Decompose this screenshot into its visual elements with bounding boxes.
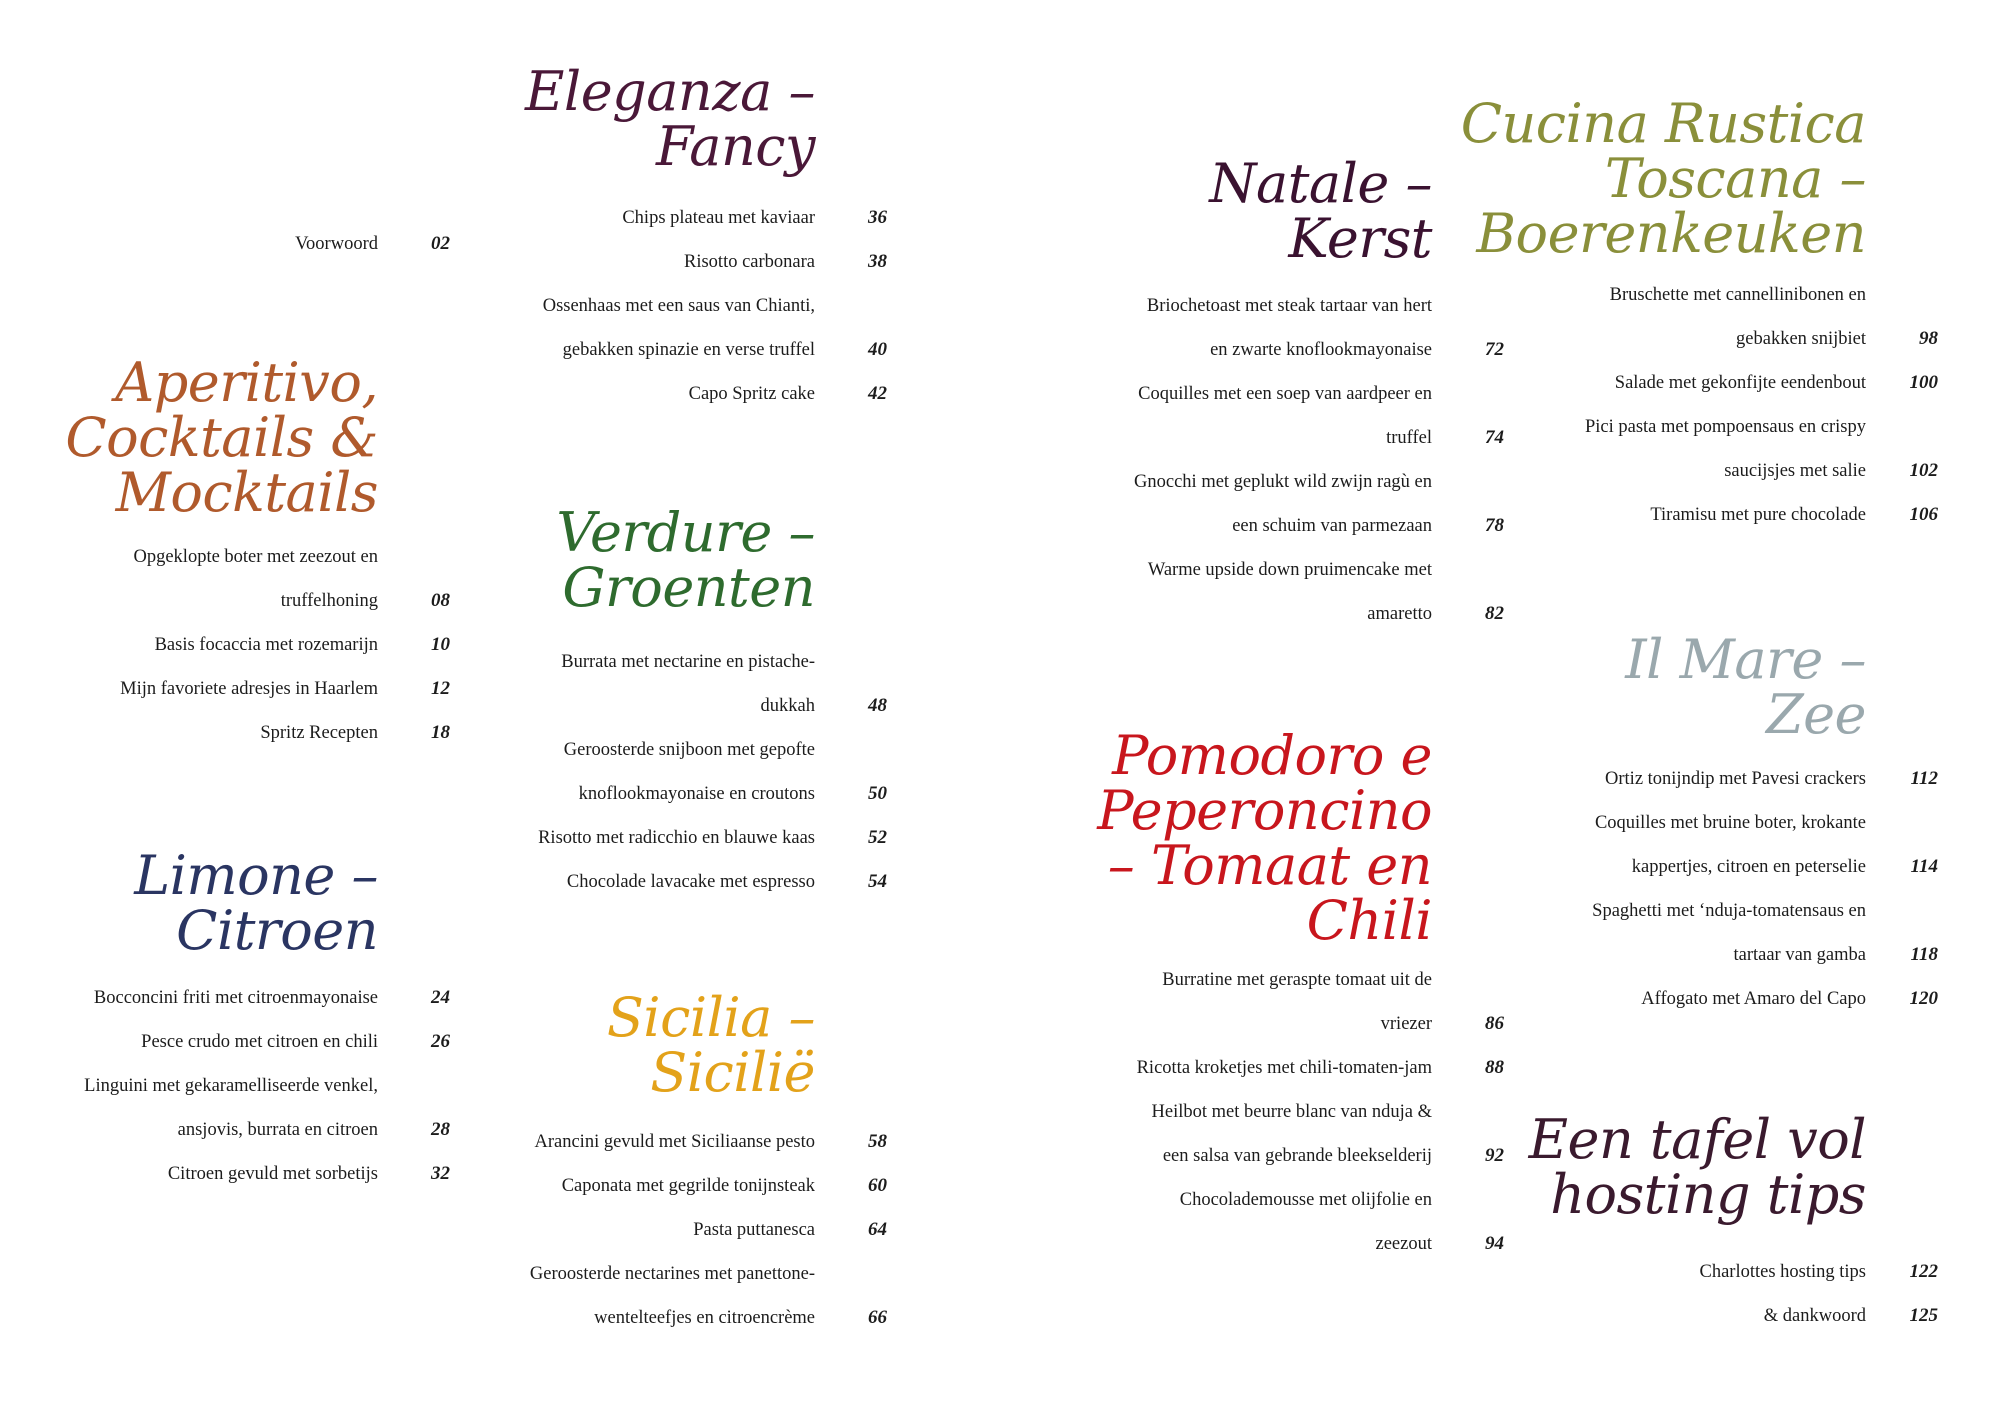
toc-entry-title: tartaar van gamba: [1733, 945, 1866, 965]
section-title: Verdure – Groenten: [556, 501, 815, 620]
section-title: Eleganza – Fancy: [525, 60, 815, 179]
toc-page-number: 66: [868, 1307, 887, 1328]
toc-page-number: 112: [1910, 768, 1938, 789]
toc-entry-line: [0, 757, 2000, 801]
toc-page-number: 78: [1485, 515, 1504, 536]
toc-entry-title: zeezout: [1375, 1234, 1432, 1254]
toc-entry[interactable]: [0, 757, 2000, 801]
toc-entry-title: knoflookmayonaise en croutons: [578, 784, 815, 804]
toc-entry-title: Basis focaccia met rozemarijn: [154, 635, 378, 655]
toc-entry-title: Pici pasta met pompoensaus en crispy: [1584, 417, 1866, 437]
toc-entry-title: Capo Spritz cake: [688, 384, 815, 404]
toc-entry[interactable]: [0, 273, 2000, 361]
toc-page-number: 72: [1485, 339, 1504, 360]
toc-entry-title: Voorwoord: [295, 234, 378, 254]
toc-entry-title: Chocolademousse met olijfolie en: [1179, 1190, 1432, 1210]
toc-entry-title: en zwarte knoflookmayonaise: [1210, 340, 1432, 360]
toc-page-number: 118: [1910, 944, 1938, 965]
toc-entry-line: [0, 317, 2000, 361]
toc-entry-title: Geroosterde nectarines met panettone-: [529, 1264, 815, 1284]
section-title: Een tafel vol hosting tips: [1528, 1108, 1866, 1227]
section-title: Natale – Kerst: [1209, 152, 1432, 271]
toc-entry-line: [0, 1294, 2000, 1338]
toc-page-number: 94: [1485, 1233, 1504, 1254]
toc-entry-title: Gnocchi met geplukt wild zwijn ragù en: [1134, 472, 1432, 492]
toc-entry-title: Geroosterde snijboon met gepofte: [563, 740, 815, 760]
toc-entry-title: Risotto met radicchio en blauwe kaas: [538, 828, 815, 848]
toc-entry-title: een schuim van parmezaan: [1232, 516, 1432, 536]
toc-entry-title: Chips plateau met kaviaar: [622, 208, 815, 228]
toc-page-number: 88: [1485, 1057, 1504, 1078]
toc-entry-title: & dankwoord: [1763, 1306, 1866, 1326]
toc-entry-list: [0, 757, 2000, 1021]
toc-entry-title: Arancini gevuld met Siciliaanse pesto: [534, 1132, 815, 1152]
toc-entry-line: [0, 889, 2000, 933]
toc-entry-title: Heilbot met beurre blanc van nduja &: [1151, 1102, 1432, 1122]
toc-page-number: 114: [1910, 856, 1938, 877]
toc-entry-title: Chocolade lavacake met espresso: [566, 872, 815, 892]
toc-page-number: 106: [1909, 504, 1938, 525]
toc-page-number: 58: [868, 1131, 887, 1152]
toc-page-number: 10: [431, 634, 450, 655]
toc-entry[interactable]: [0, 889, 2000, 977]
toc-entry-title: saucijsjes met salie: [1724, 461, 1866, 481]
toc-entry-line: [0, 548, 2000, 592]
toc-entry-title: gebakken snijbiet: [1736, 329, 1866, 349]
toc-entry-line: [0, 845, 2000, 889]
toc-page-number: 28: [431, 1119, 450, 1140]
toc-entry[interactable]: [0, 548, 2000, 636]
toc-entry-title: Pesce crudo met citroen en chili: [141, 1032, 378, 1052]
toc-entry-line: [0, 273, 2000, 317]
toc-entry-title: Ortiz tonijndip met Pavesi crackers: [1605, 769, 1866, 789]
toc-entry-title: Burrata met nectarine en pistache-: [561, 652, 815, 672]
toc-page-number: 26: [431, 1031, 450, 1052]
toc-entry-title: Briochetoast met steak tartaar van hert: [1146, 296, 1432, 316]
toc-page-number: 08: [431, 590, 450, 611]
toc-page-number: 64: [868, 1219, 887, 1240]
toc-entry-title: Charlottes hosting tips: [1699, 1262, 1866, 1282]
toc-entry-title: amaretto: [1367, 604, 1432, 624]
toc-page-number: 102: [1909, 460, 1938, 481]
toc-page-number: 02: [431, 233, 450, 254]
toc-entry-line: [0, 1250, 2000, 1294]
toc-entry-title: Bocconcini friti met citroenmayonaise: [93, 988, 378, 1008]
toc-page-number: 48: [868, 695, 887, 716]
toc-entry-title: Coquilles met een soep van aardpeer en: [1138, 384, 1432, 404]
toc-entry-title: Risotto carbonara: [684, 252, 815, 272]
toc-entry[interactable]: [0, 1294, 2000, 1338]
section-title: Aperitivo, Cocktails & Mocktails: [65, 351, 378, 525]
toc-entry-title: Tiramisu met pure chocolade: [1650, 505, 1866, 525]
section-title: Sicilia – Sicilië: [606, 986, 815, 1105]
toc-entry-title: Linguini met gekaramelliseerde venkel,: [84, 1076, 378, 1096]
toc-page-number: 36: [868, 207, 887, 228]
section-title: Cucina Rustica Toscana – Boerenkeuken: [1460, 92, 1866, 266]
toc-entry-line: [0, 933, 2000, 977]
toc-entry-line: [0, 405, 2000, 449]
toc-entry[interactable]: [0, 493, 2000, 537]
toc-entry-title: gebakken spinazie en verse truffel: [562, 340, 815, 360]
toc-page-number: 18: [431, 722, 450, 743]
toc-page-number: 98: [1919, 328, 1938, 349]
toc-entry-title: ansjovis, burrata en citroen: [177, 1120, 378, 1140]
toc-page-number: 60: [868, 1175, 887, 1196]
toc-entry-line: [0, 801, 2000, 845]
toc-entry-list: [0, 273, 2000, 537]
toc-page-number: 82: [1485, 603, 1504, 624]
toc-page-number: 86: [1485, 1013, 1504, 1034]
toc-entry[interactable]: [0, 1046, 2000, 1090]
toc-entry-title: Caponata met gegrilde tonijnsteak: [561, 1176, 815, 1196]
toc-page-number: 125: [1909, 1305, 1938, 1326]
toc-page-number: 40: [868, 339, 887, 360]
toc-entry-title: een salsa van gebrande bleekselderij: [1162, 1146, 1432, 1166]
toc-entry-title: Ricotta kroketjes met chili-tomaten-jam: [1136, 1058, 1432, 1078]
toc-entry-title: Salade met gekonfijte eendenbout: [1614, 373, 1866, 393]
toc-entry-title: Spaghetti met ‘nduja-tomatensaus en: [1592, 901, 1866, 921]
toc-entry-title: dukkah: [760, 696, 815, 716]
toc-entry-title: truffelhoning: [280, 591, 378, 611]
toc-page-number: 54: [868, 871, 887, 892]
toc-entry-title: Affogato met Amaro del Capo: [1641, 989, 1866, 1009]
toc-page-number: 52: [868, 827, 887, 848]
toc-page-number: 12: [431, 678, 450, 699]
toc-entry-title: Opgeklopte boter met zeezout en: [133, 547, 378, 567]
toc-entry-title: Spritz Recepten: [260, 723, 378, 743]
toc-page-number: 38: [868, 251, 887, 272]
toc-entry-line: [0, 977, 2000, 1021]
toc-entry-title: wentelteefjes en citroencrème: [594, 1308, 815, 1328]
toc-page-number: 120: [1909, 988, 1938, 1009]
toc-entry[interactable]: [0, 405, 2000, 493]
toc-entry-line: [0, 449, 2000, 493]
toc-page-number: 74: [1485, 427, 1504, 448]
toc-entry-title: Coquilles met bruine boter, krokante: [1594, 813, 1866, 833]
section-title: Pomodoro e Peperoncino – Tomaat en Chili: [1097, 724, 1432, 953]
toc-page-number: 32: [431, 1163, 450, 1184]
toc-entry-line: [0, 361, 2000, 405]
toc-entry-title: Citroen gevuld met sorbetijs: [167, 1164, 378, 1184]
toc-entry[interactable]: [0, 801, 2000, 889]
toc-entry-title: truffel: [1386, 428, 1432, 448]
toc-entry-list: [0, 1250, 2000, 1338]
toc-entry-title: kappertjes, citroen en peterselie: [1631, 857, 1866, 877]
toc-entry-title: Ossenhaas met een saus van Chianti,: [542, 296, 815, 316]
toc-page-number: 42: [868, 383, 887, 404]
toc-page-number: 50: [868, 783, 887, 804]
toc-entry-title: Pasta puttanesca: [693, 1220, 815, 1240]
toc-entry-line: [0, 1046, 2000, 1090]
toc-entry[interactable]: [0, 977, 2000, 1021]
toc-entry-title: Mijn favoriete adresjes in Haarlem: [120, 679, 378, 699]
toc-page-number: 122: [1909, 1261, 1938, 1282]
toc-page-number: 24: [431, 987, 450, 1008]
toc-entry-title: vriezer: [1380, 1014, 1432, 1034]
section-title: Limone – Citroen: [134, 844, 378, 963]
toc-entry-title: Bruschette met cannellinibonen en: [1609, 285, 1866, 305]
toc-entry[interactable]: [0, 361, 2000, 405]
toc-entry-title: Burratine met geraspte tomaat uit de: [1162, 970, 1432, 990]
toc-page-number: 92: [1485, 1145, 1504, 1166]
toc-entry[interactable]: [0, 1250, 2000, 1294]
section-title: Il Mare – Zee: [1625, 628, 1866, 747]
toc-entry-line: [0, 493, 2000, 537]
toc-entry-title: Warme upside down pruimencake met: [1147, 560, 1432, 580]
toc-page-number: 100: [1909, 372, 1938, 393]
